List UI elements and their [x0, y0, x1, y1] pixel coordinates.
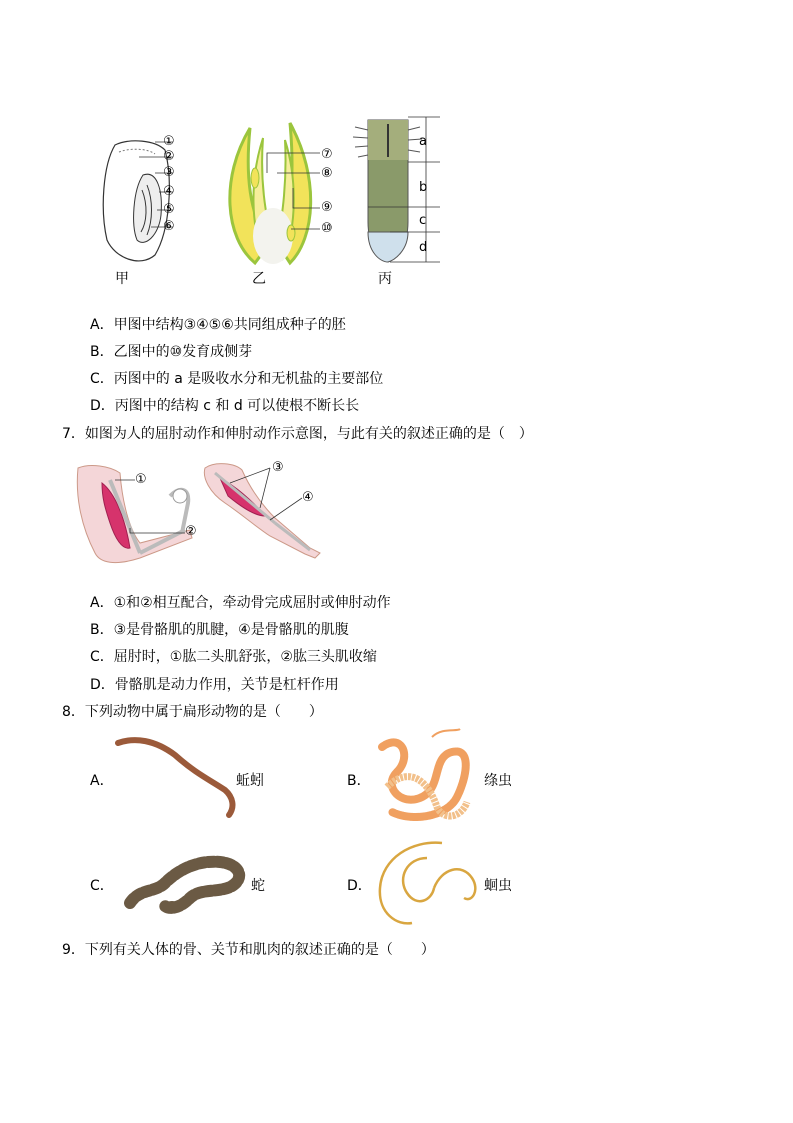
figure-label-yi: 乙: [252, 271, 266, 287]
q8-option-b-letter[interactable]: B．: [347, 773, 371, 789]
q8-option-a-name: 蚯蚓: [236, 773, 264, 789]
figure-jia-seed: [95, 130, 195, 270]
q7-part-2: ②: [185, 524, 197, 539]
jia-part-6: ⑥: [163, 219, 175, 234]
q8-option-b-name: 绦虫: [484, 773, 512, 789]
yi-part-9: ⑨: [321, 200, 333, 215]
yi-part-7: ⑦: [321, 147, 333, 162]
q8-option-d-letter[interactable]: D．: [347, 878, 372, 894]
q6-option-b[interactable]: B．乙图中的⑩发育成侧芽: [90, 344, 253, 360]
q7-option-d[interactable]: D．骨骼肌是动力作用，关节是杠杆作用: [90, 677, 339, 693]
q6-option-c[interactable]: C．丙图中的 a 是吸收水分和无机盐的主要部位: [90, 371, 384, 387]
bing-part-a: a: [419, 134, 427, 149]
q9-stem: 9．下列有关人体的骨、关节和肌肉的叙述正确的是（ ）: [62, 942, 435, 958]
q7-option-c[interactable]: C．屈肘时，①肱二头肌舒张，②肱三头肌收缩: [90, 649, 377, 665]
q8-option-d-name: 蛔虫: [484, 878, 512, 894]
figure-elbow-arm: [70, 458, 330, 568]
q8-stem: 8．下列动物中属于扁形动物的是（ ）: [62, 704, 323, 720]
q7-option-b[interactable]: B．③是骨骼肌的肌腱，④是骨骼肌的肌腹: [90, 622, 349, 638]
jia-part-2: ②: [163, 149, 175, 164]
q7-part-1: ①: [135, 472, 147, 487]
figure-label-jia: 甲: [115, 271, 129, 287]
roundworm-image: [372, 838, 482, 928]
jia-part-3: ③: [163, 165, 175, 180]
q8-option-c-letter[interactable]: C．: [90, 878, 114, 894]
yi-part-10: ⑩: [321, 221, 333, 236]
snake-image: [120, 848, 250, 918]
tapeworm-image: [372, 727, 482, 827]
bing-part-b: b: [419, 180, 428, 195]
q7-stem: 7．如图为人的屈肘动作和伸肘动作示意图，与此有关的叙述正确的是（ ）: [62, 426, 533, 442]
figure-label-bing: 丙: [378, 271, 392, 287]
q8-option-a-letter[interactable]: A．: [90, 773, 114, 789]
bing-part-c: c: [419, 213, 427, 228]
jia-part-1: ①: [163, 134, 175, 149]
q7-part-3: ③: [272, 460, 284, 475]
jia-part-5: ⑤: [163, 202, 175, 217]
bing-part-d: d: [419, 240, 428, 255]
figure-bing-root-tip: [350, 112, 450, 267]
q6-option-a[interactable]: A．甲图中结构③④⑤⑥共同组成种子的胚: [90, 317, 346, 333]
jia-part-4: ④: [163, 184, 175, 199]
q7-part-4: ④: [302, 490, 314, 505]
q6-option-d[interactable]: D．丙图中的结构 c 和 d 可以使根不断长长: [90, 398, 360, 414]
earthworm-image: [115, 735, 240, 820]
q7-option-a[interactable]: A．①和②相互配合，牵动骨完成屈肘或伸肘动作: [90, 595, 391, 611]
figure-yi-bud: [215, 118, 345, 268]
q8-option-c-name: 蛇: [251, 878, 265, 894]
yi-part-8: ⑧: [321, 166, 333, 181]
